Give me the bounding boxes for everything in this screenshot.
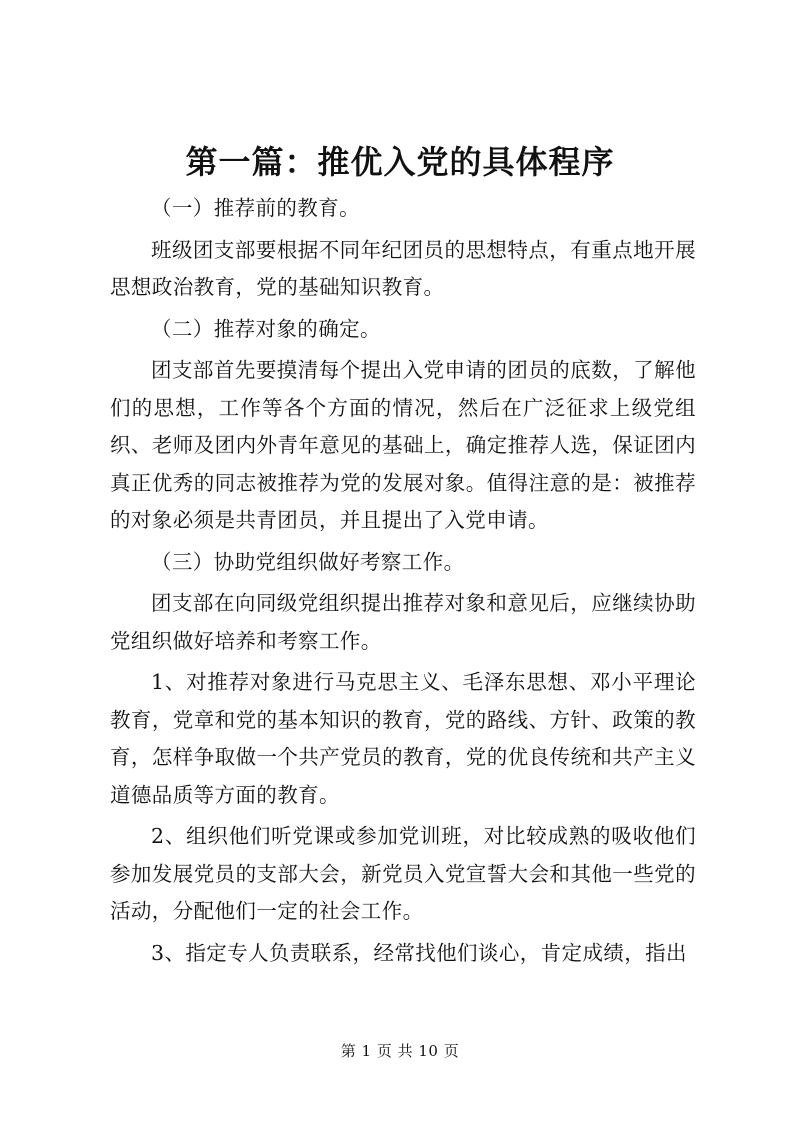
list-item: 2、组织他们听党课或参加党训班，对比较成熟的吸收他们参加发展党员的支部大会，新党员入党宣誓大会和其他一些党的活动，分配他们一定的社会工作。 — [110, 824, 696, 923]
paragraph-heading-3: （三）协助党组织做好考察工作。 — [151, 549, 465, 574]
page-footer: 第 1 页 共 10 页 — [340, 1042, 460, 1060]
document-body — [110, 190, 696, 972]
list-item: 1、对推荐对象进行马克思主义、毛泽东思想、邓小平理论教育，党章和党的基本知识的教育，党的路线、方针、政策的教育，怎样争取做一个共产党员的教育，党的优良传统和共产主义道德品质等方面的教育。 — [110, 670, 696, 807]
list-item: 3、指定专人负责联系，经常找他们谈心，肯定成绩，指出 — [151, 940, 687, 965]
document-title: 第一篇：推优入党的具体程序 — [185, 143, 615, 181]
paragraph: 团支部在向同级党组织提出推荐对象和意见后，应继续协助党组织做好培养和考察工作。 — [110, 591, 696, 653]
paragraph-heading-1: （一）推荐前的教育。 — [151, 196, 360, 220]
paragraph-heading-2: （二）推荐对象的确定。 — [151, 316, 381, 341]
paragraph: 团支部首先要摸清每个提出入党申请的团员的底数，了解他们的思想，工作等各个方面的情况，然后在广泛征求上级党组织、老师及团内外青年意见的基础上，确定推荐人选，保证团内真正优秀的同志被推荐为党的发展对象。值得注意的是：被推荐的对象必须是共青团员，并且提出了入党申请。 — [110, 358, 696, 532]
paragraph: 班级团支部要根据不同年纪团员的思想特点，有重点地开展思想政治教育，党的基础知识教育。 — [110, 237, 696, 299]
